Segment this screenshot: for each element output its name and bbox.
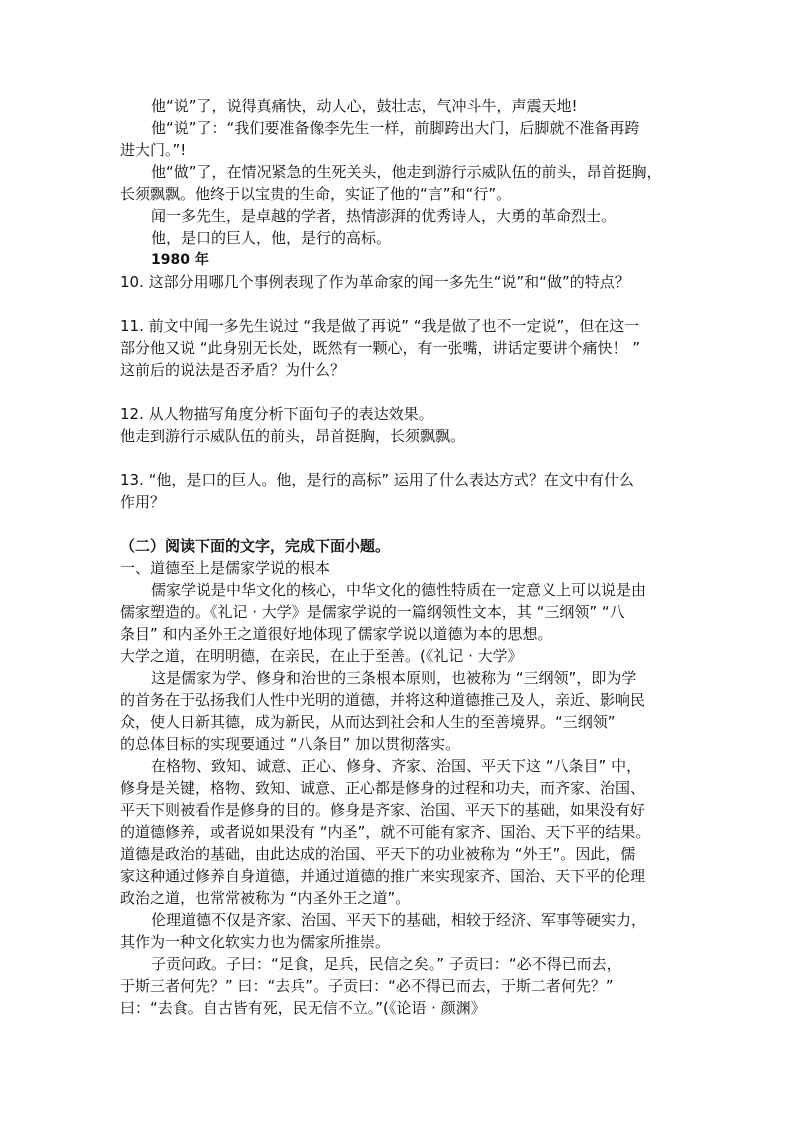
passage-line: 他，是口的巨人，他，是行的高标。 [151, 229, 392, 247]
passage-date: 1980 年 [151, 252, 209, 268]
body-line: 众，使人日新其德，成为新民，从而达到社会和人生的至善境界。“三纲领” [120, 713, 616, 731]
section-heading: （二）阅读下面的文字，完成下面小题。 [120, 537, 391, 555]
body-line: 条目” 和内圣外王之道很好地体现了儒家学说以道德为本的思想。 [120, 625, 553, 643]
body-line: 儒家塑造的。《礼记 · 大学》是儒家学说的一篇纲领性文本，其 “三纲领” “八 [120, 603, 625, 621]
question-11: 11. 前文中闻一多先生说过 “我是做了再说” “我是做了也不一定说”，但在这一 [120, 317, 640, 335]
body-line: 在格物、致知、诚意、正心、修身、齐家、治国、平天下这 “八条目” 中， [151, 757, 642, 775]
body-line: 的道德修养，或者说如果没有 “内圣”，就不可能有家齐、国治、天下平的结果。 [120, 823, 651, 841]
passage-line: 闻一多先生，是卓越的学者，热情澎湃的优秀诗人，大勇的革命烈士。 [151, 207, 617, 225]
question-10: 10. 这部分用哪几个事例表现了作为革命家的闻一多先生“说”和“做”的特点？ [120, 273, 630, 291]
body-line: 儒家学说是中华文化的核心，中华文化的德性特质在一定意义上可以说是由 [151, 581, 647, 599]
body-line: 家这种通过修养自身道德，并通过道德的推广来实现家齐、国治、天下平的伦理 [120, 867, 646, 885]
question-13-cont: 作用？ [120, 493, 166, 511]
document-page [120, 95, 680, 1019]
passage-line: 他“说”了：“我们要准备像李先生一样，前脚跨出大门，后脚就不准备再跨 [151, 119, 640, 137]
passage-line: 他“说”了，说得真痛快，动人心，鼓壮志，气冲斗牛，声震天地! [151, 97, 578, 115]
body-line: 这是儒家为学、修身和治世的三条根本原则，也被称为 “三纲领”，即为学 [151, 669, 637, 687]
quote-line: 子贡问政。子曰：“足食，足兵，民信之矣。” 子贡曰：“必不得已而去， [151, 955, 622, 973]
body-line: 的首务在于弘扬我们人性中光明的道德，并将这种道德推己及人，亲近、影响民 [120, 691, 646, 709]
body-line: 伦理道德不仅是齐家、治国、平天下的基础，相较于经济、军事等硬实力， [151, 911, 647, 929]
question-12: 12. 从人物描写角度分析下面句子的表达效果。 [120, 405, 434, 423]
body-line: 的总体目标的实现要通过 “八条目” 加以贯彻落实。 [120, 735, 461, 753]
body-line: 修身是关键，格物、致知、诚意、正心都是修身的过程和功夫，而齐家、治国、 [120, 779, 646, 797]
body-line: 政治之道，也常常被称为 “内圣外王之道”。 [120, 889, 411, 907]
question-13: 13. “他，是口的巨人。他，是行的高标” 运用了什么表达方式？在文中有什么 [120, 471, 634, 489]
question-11-cont: 这前后的说法是否矛盾？为什么？ [120, 361, 346, 379]
question-12-quote: 他走到游行示威队伍的前头，昂首挺胸，长须飘飘。 [120, 427, 466, 445]
section-subheading: 一、道德至上是儒家学说的根本 [120, 559, 331, 577]
body-line: 其作为一种文化软实力也为儒家所推崇。 [120, 933, 391, 951]
body-line: 道德是政治的基础，由此达成的治国、平天下的功业被称为 “外王”。因此，儒 [120, 845, 636, 863]
quote-line: 曰：“去食。自古皆有死，民无信不立。”(《论语 · 颜渊》 [120, 999, 486, 1017]
question-11-cont: 部分他又说 “此身别无长处，既然有一颗心，有一张嘴，讲话定要讲个痛快！ ” [120, 339, 641, 357]
passage-line: 进大门。”! [120, 141, 187, 159]
body-line: 平天下则被看作是修身的目的。修身是齐家、治国、平天下的基础，如果没有好 [120, 801, 646, 819]
quote-line: 于斯三者何先？” 曰：“去兵”。子贡曰：“必不得已而去，于斯二者何先？” [120, 977, 614, 995]
quote-line: 大学之道，在明明德，在亲民，在止于至善。(《礼记 · 大学》 [120, 647, 523, 665]
passage-line: 长须飘飘。他终于以宝贵的生命，实证了他的“言”和“行”。 [120, 185, 512, 203]
passage-line: 他“做”了，在情况紧急的生死关头，他走到游行示威队伍的前头，昂首挺胸， [151, 163, 662, 181]
